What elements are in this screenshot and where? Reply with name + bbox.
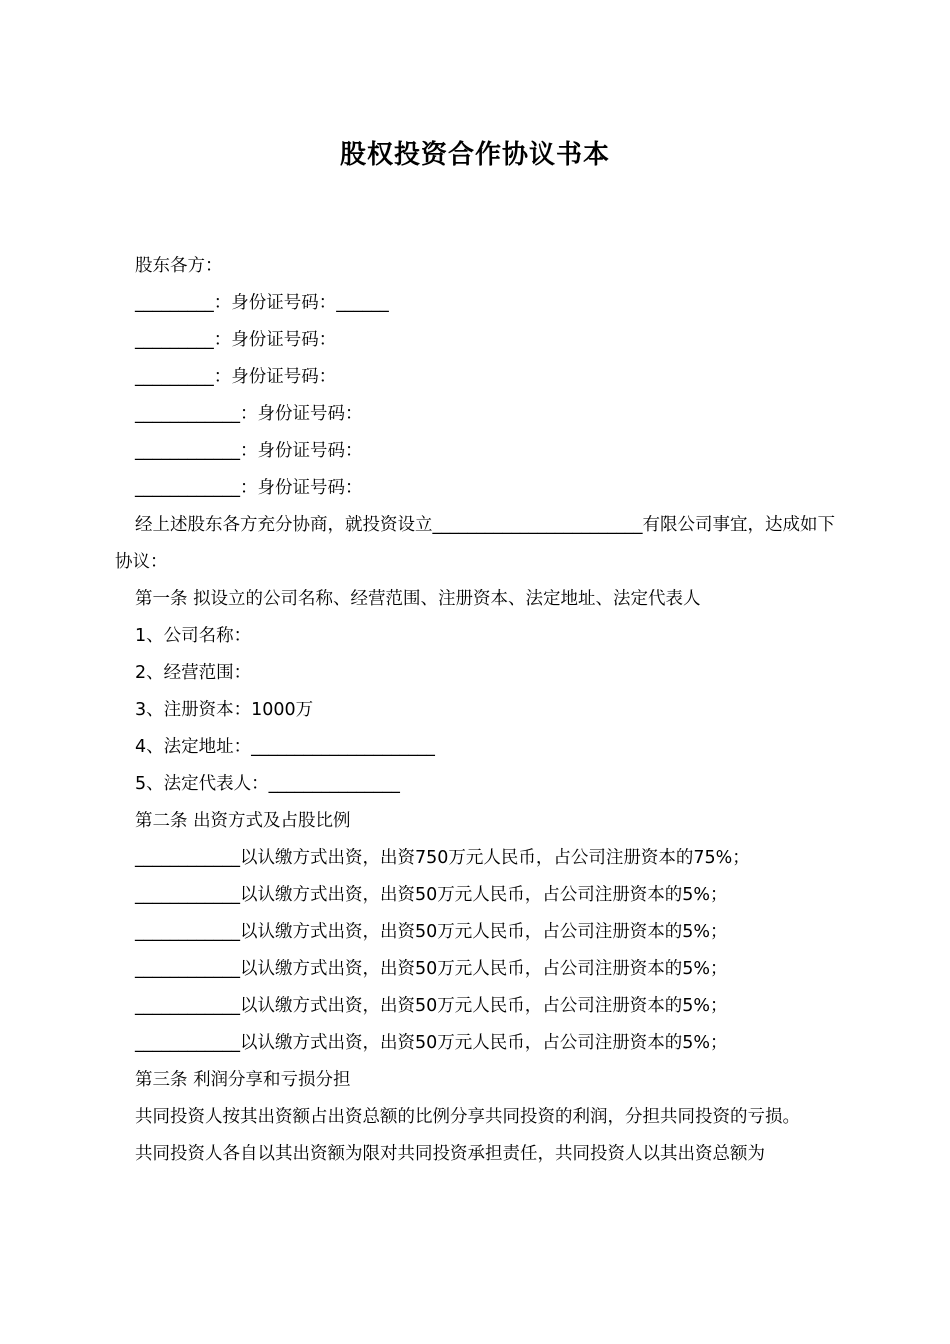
article-1-heading: 第一条 拟设立的公司名称、经营范围、注册资本、法定地址、法定代表人 — [135, 589, 701, 609]
registered-capital-item: 3、注册资本：1000万 — [135, 700, 314, 720]
contribution-line-4: ____________以认缴方式出资，出资50万元人民币，占公司注册资本的5%； — [135, 959, 728, 979]
intro-paragraph: 经上述股东各方充分协商，就投资设立________________________有限公司事宜，达成如下协议： — [115, 515, 835, 572]
shareholders-heading: 股东各方： — [135, 256, 223, 276]
article-2-heading: 第二条 出资方式及占股比例 — [135, 811, 351, 831]
shareholder-line-3: _________：身份证号码： — [135, 367, 337, 387]
legal-address-item: 4、法定地址：_____________________ — [135, 737, 435, 757]
contribution-line-6: ____________以认缴方式出资，出资50万元人民币，占公司注册资本的5%； — [135, 1033, 728, 1053]
shareholder-line-4: ____________：身份证号码： — [135, 404, 363, 424]
legal-representative-item: 5、法定代表人：_______________ — [135, 774, 400, 794]
business-scope-item: 2、经营范围： — [135, 663, 252, 683]
contribution-line-1: ____________以认缴方式出资，出资750万元人民币，占公司注册资本的75%； — [135, 848, 750, 868]
contribution-line-5: ____________以认缴方式出资，出资50万元人民币，占公司注册资本的5%； — [135, 996, 728, 1016]
liability-paragraph: 共同投资人各自以其出资额为限对共同投资承担责任，共同投资人以其出资总额为 — [135, 1144, 765, 1164]
document-title: 股权投资合作协议书本 — [339, 140, 610, 170]
document-body — [115, 248, 845, 1173]
shareholder-line-5: ____________：身份证号码： — [135, 441, 363, 461]
article-3-heading: 第三条 利润分享和亏损分担 — [135, 1070, 351, 1090]
shareholder-line-6: ____________：身份证号码： — [135, 478, 363, 498]
company-name-item: 1、公司名称： — [135, 626, 252, 646]
contribution-line-3: ____________以认缴方式出资，出资50万元人民币，占公司注册资本的5%； — [135, 922, 728, 942]
contribution-line-2: ____________以认缴方式出资，出资50万元人民币，占公司注册资本的5%； — [135, 885, 728, 905]
profit-sharing-paragraph: 共同投资人按其出资额占出资总额的比例分享共同投资的利润，分担共同投资的亏损。 — [135, 1107, 800, 1127]
shareholder-line-2: _________：身份证号码： — [135, 330, 337, 350]
shareholder-line-1: _________：身份证号码：______ — [135, 293, 389, 313]
